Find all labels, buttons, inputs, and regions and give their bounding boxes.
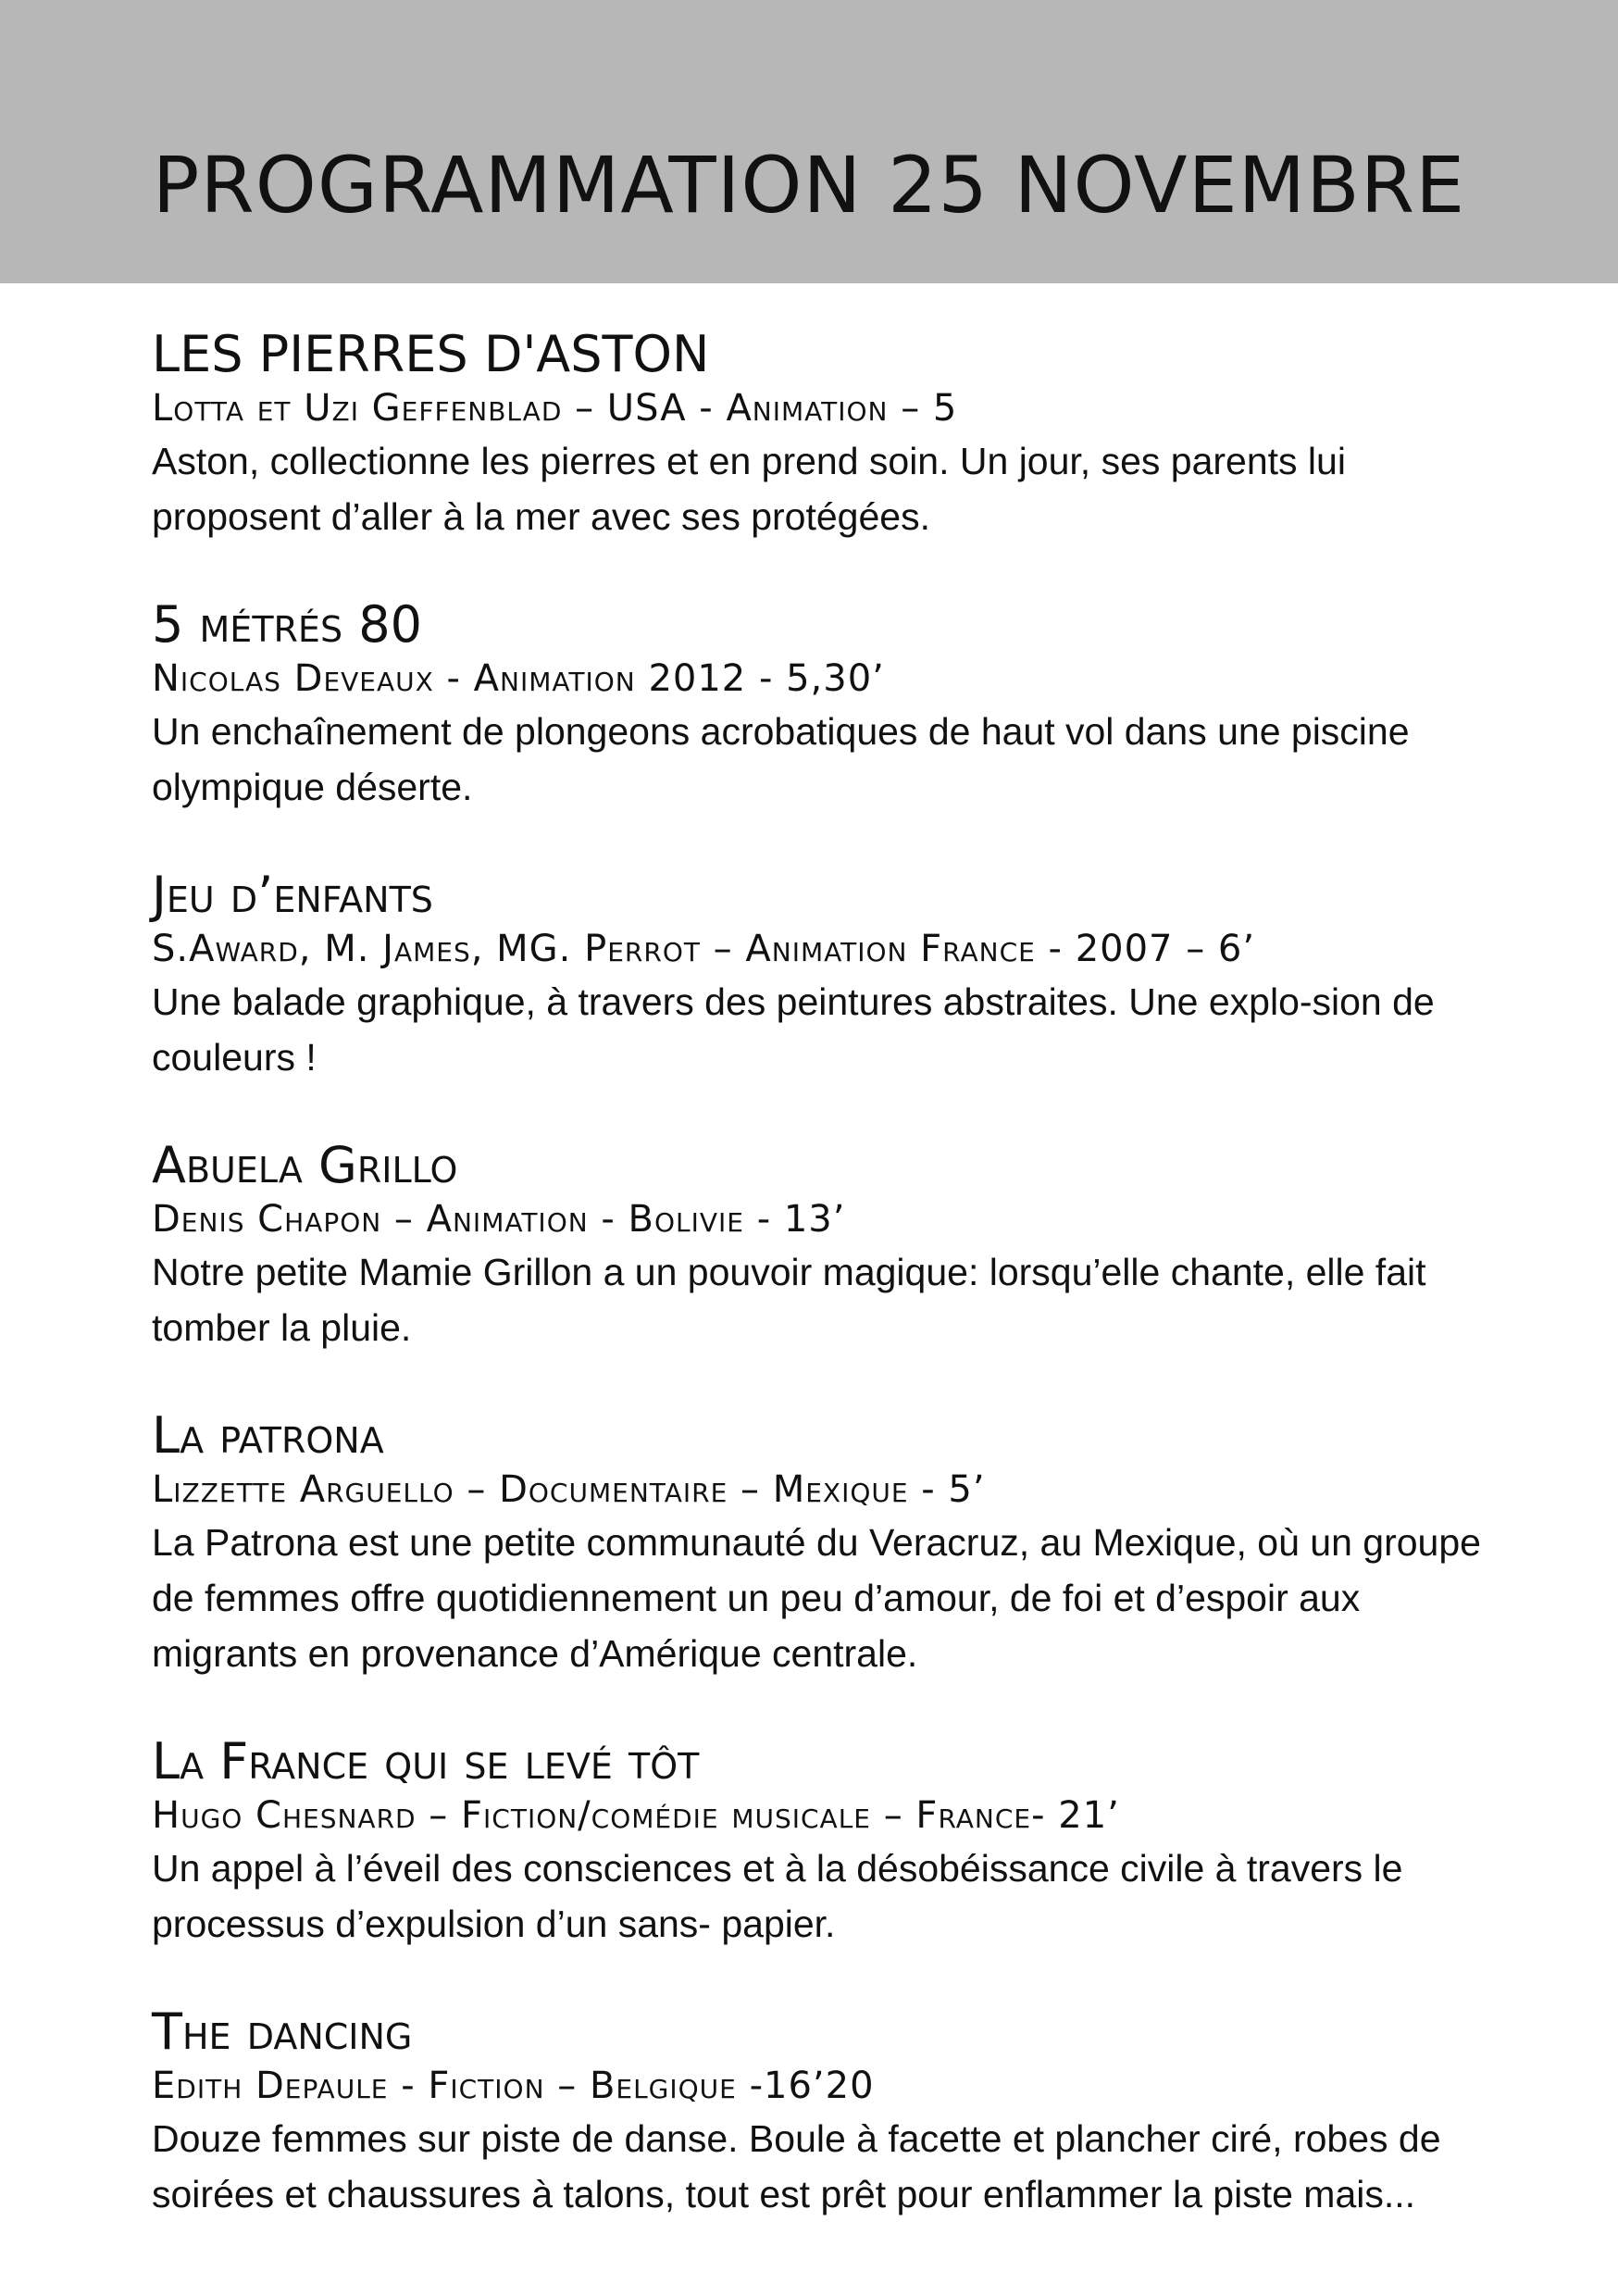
page-title: PROGRAMMATION 25 NOVEMBRE — [152, 140, 1466, 231]
film-entry — [152, 1407, 1503, 1681]
film-entry — [152, 326, 1503, 544]
film-credits: S.Award, M. James, MG. Perrot – Animation France - 2007 – 6’ — [152, 928, 1256, 970]
film-entry — [152, 867, 1503, 1085]
film-description: Un enchaînement de plongeons acrobatiques de haut vol dans une piscine olympique déserte. — [152, 710, 1410, 808]
film-title: Abuela Grillo — [152, 1136, 458, 1194]
film-title: Jeu d’enfants — [152, 866, 433, 924]
film-credits: Denis Chapon – Animation - Bolivie - 13’ — [152, 1198, 846, 1241]
film-credits: Lizzette Arguello – Documentaire – Mexique - 5’ — [152, 1468, 986, 1511]
film-entry — [152, 1733, 1503, 1952]
film-title: The dancing — [152, 2003, 413, 2061]
film-title: LES PIERRES D'ASTON — [152, 325, 710, 383]
film-title: 5 métrés 80 — [152, 595, 422, 654]
film-credits: Nicolas Deveaux - Animation 2012 - 5,30’ — [152, 657, 885, 700]
film-description: Notre petite Mamie Grillon a un pouvoir magique: lorsqu’elle chante, elle fait tomber la pluie. — [152, 1251, 1426, 1349]
film-credits: Hugo Chesnard – Fiction/comédie musicale – France- 21’ — [152, 1794, 1120, 1837]
film-credits: Lotta et Uzi Geffenblad – USA - Animation – 5 — [152, 387, 958, 430]
film-description: Aston, collectionne les pierres et en prend soin. Un jour, ses parents lui proposent d’aller à la mer avec ses protégées. — [152, 440, 1346, 538]
film-description: Douze femmes sur piste de danse. Boule à facette et plancher ciré, robes de soirées et chaussures à talons, tout est prêt pour enflammer la piste mais... — [152, 2117, 1441, 2215]
film-description: La Patrona est une petite communauté du Veracruz, au Mexique, où un groupe de femmes offre quotidiennement un peu d’amour, de foi et d’espoir aux migrants en provenance d’Amérique centrale. — [152, 1521, 1481, 1675]
film-entry — [152, 1137, 1503, 1355]
film-title: La France qui se levé tôt — [152, 1732, 700, 1791]
film-description: Une balade graphique, à travers des peintures abstraites. Une explo-sion de couleurs ! — [152, 980, 1435, 1079]
film-entry — [152, 596, 1503, 815]
program-list — [152, 326, 1503, 2274]
film-credits: Edith Depaule - Fiction – Belgique -16’20 — [152, 2065, 875, 2107]
film-title: La patrona — [152, 1406, 384, 1465]
film-entry — [152, 2003, 1503, 2222]
header-band — [0, 0, 1618, 283]
film-description: Un appel à l’éveil des consciences et à la désobéissance civile à travers le processus d’expulsion d’un sans- papier. — [152, 1847, 1403, 1945]
